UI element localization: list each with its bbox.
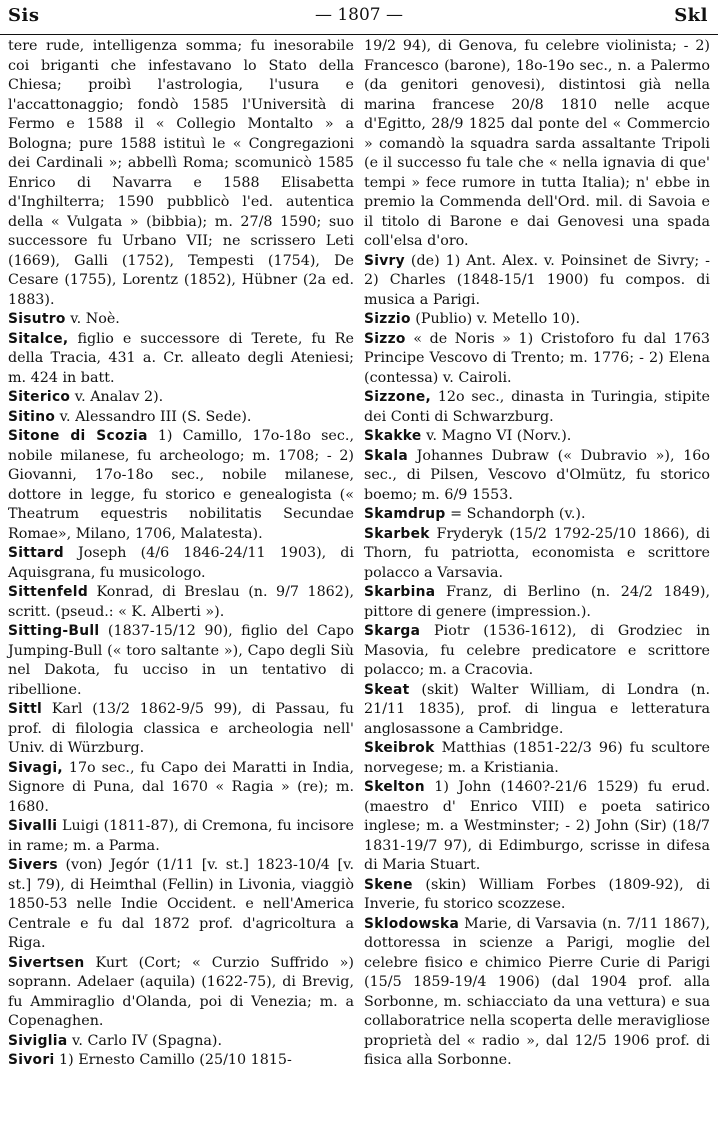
dictionary-entry: [364, 310, 710, 330]
dictionary-entry: [364, 252, 710, 311]
entry-headword: Sivers: [8, 857, 58, 873]
entry-headword: Sivertsen: [8, 954, 85, 971]
entry-text: v. Analav 2).: [74, 389, 164, 405]
dictionary-entry: [8, 700, 354, 759]
entry-headword: Siterico: [8, 389, 71, 405]
dictionary-entry: [8, 856, 354, 954]
entry-headword: Sitting-Bull: [8, 623, 100, 639]
left-guideword: Sis: [8, 5, 40, 26]
dictionary-entry: [8, 310, 354, 330]
dictionary-entry: [364, 330, 710, 389]
page-header: [0, 0, 718, 35]
entry-headword: Sklodowska: [364, 915, 460, 932]
entry-text: Luigi (1811-87), di Cremona, fu incisore in rame; m. a Parma.: [8, 818, 355, 854]
dictionary-entry: [364, 915, 710, 1071]
entry-text: 17o sec., fu Capo dei Maratti in India, Signore di Puna, dal 1670 « Ragia » (re); m. 1680.: [8, 759, 354, 815]
dictionary-entry: [364, 778, 710, 876]
entry-headword: Skakke: [364, 428, 422, 444]
dictionary-entry: [8, 427, 354, 544]
entry-headword: Sivry: [364, 252, 405, 269]
dictionary-entry: [8, 759, 354, 818]
dictionary-entry: [364, 447, 710, 506]
entry-headword: Sivalli: [8, 818, 58, 834]
right-column: [364, 37, 710, 1071]
entry-text: 19/2 94), di Genova, fu celebre violinista; - 2) Francesco (barone), 18o-19o sec., n. a Palermo (da genitori genovesi), distintosi già nella marina francese 20/8 1810 nelle acque d'Egitto, 28/9 1825 dal ponte del « Commercio » comandò la squadra sarda assaltante Tripoli (e il successo fu tale che « nella ignavia di que' tempi » fece rumore in tutta Italia); n' ebbe in premio la Commenda dell'Ord. mil. di Savoia e il titolo di Barone e dai Genovesi una spada coll'elsa d'oro.: [364, 38, 710, 249]
entry-headword: Sitalce,: [8, 330, 69, 347]
dictionary-entry: [364, 505, 710, 525]
entry-headword: Sivori: [8, 1052, 55, 1068]
dictionary-entry: [364, 583, 710, 622]
entry-text: 1) John (1460?-21/6 1529) fu erud. (maestro d' Enrico VIII) e poeta satirico inglese; m. a Westminster; - 2) John (Sir) (18/7 1831-19/7 97), di Edimburgo, scrisse in difesa di Maria Stuart.: [364, 779, 710, 873]
entry-text: Franz, di Berlino (n. 24/2 1849), pittore di genere (impression.).: [364, 584, 710, 620]
right-guideword: Skl: [674, 5, 708, 26]
entry-headword: Skeat: [364, 681, 410, 698]
dictionary-entry: [8, 1051, 354, 1071]
entry-text: Fryderyk (15/2 1792-25/10 1866), di Thorn, fu patriotta, economista e scrittore polacco a Varsavia.: [364, 525, 710, 581]
entry-headword: Skene: [364, 876, 413, 893]
entry-headword: Sitino: [8, 408, 56, 425]
entry-text: Kurt (Cort; « Curzio Suffrido ») soprann. Adelaer (aquila) (1622-75), di Brevig, fu Ammiraglio d'Olanda, poi di Venezia; m. a Copenaghen.: [8, 954, 354, 1029]
entry-text: Piotr (1536-1612), di Grodziec in Masovia, fu celebre predicatore e scrittore polacco; m. a Cracovia.: [364, 623, 711, 678]
entry-headword: Sizzo: [364, 330, 406, 347]
entry-text: 1) Ernesto Camillo (25/10 1815-: [59, 1052, 292, 1068]
entry-headword: Sisutro: [8, 311, 66, 327]
entry-text: (von) Jegór (1/11 [v. st.] 1823-10/4 [v. st.] 79), di Heimthal (Fellin) in Livonia, viaggiò 1850-53 nelle Indie Occident. e nell'America Centrale e fu dal 1872 prof. d'agricoltura a Riga.: [8, 857, 354, 951]
dictionary-entry: [8, 330, 354, 389]
left-column: [8, 37, 354, 1071]
entry-headword: Sizzone,: [364, 389, 432, 405]
dictionary-entry: [8, 622, 354, 700]
continued-entry: [8, 37, 354, 310]
entry-text: Johannes Dubraw (« Dubravio »), 16o sec., di Pilsen, Vescovo d'Olmütz, fu storico boemo; m. 6/9 1553.: [364, 447, 711, 503]
entry-text: 12o sec., dinasta in Turingia, stipite dei Conti di Schwarzburg.: [364, 389, 711, 425]
entry-headword: Sittenfeld: [8, 584, 89, 600]
entry-text: v. Alessandro III (S. Sede).: [59, 408, 252, 425]
dictionary-entry: [364, 622, 710, 681]
entry-text: v. Magno VI (Norv.).: [426, 428, 572, 444]
entry-headword: Siviglia: [8, 1032, 68, 1049]
dictionary-entry: [364, 525, 710, 584]
entry-headword: Sivagi,: [8, 759, 63, 776]
entry-text: Karl (13/2 1862-9/5 99), di Passau, fu prof. di filologia classica e archeologia nell' Univ. di Würzburg.: [8, 701, 355, 756]
entry-text: (1837-15/12 90), figlio del Capo Jumping-Bull (« toro saltante »), Capo degli Siù nel Dakota, fu ucciso in un tentativo di ribellione.: [8, 623, 354, 698]
entry-text: 1) Camillo, 17o-18o sec., nobile milanese, fu archeologo; m. 1708; - 2) Giovanni, 17o-18o sec., nobile milanese, dottore in legge, fu storico e genealogista (« Theatrum equestris nobilitatis Secundae Romae», Milano, 1706, Malatesta).: [8, 428, 354, 542]
entry-text: (skit) Walter William, di Londra (n. 21/11 1835), prof. di lingua e letteratura anglosassone a Cambridge.: [364, 681, 710, 737]
entry-text: (Publio) v. Metello 10).: [415, 311, 581, 327]
entry-text: v. Carlo IV (Spagna).: [71, 1032, 223, 1049]
entry-text: v. Noè.: [70, 311, 120, 327]
entry-text: figlio e successore di Terete, fu Re della Tracia, 431 a. Cr. alleato degli Ateniesi; m. 424 in batt.: [8, 330, 354, 386]
continued-entry: [364, 37, 710, 252]
entry-text: (skin) William Forbes (1809-92), di Inverie, fu storico scozzese.: [364, 876, 710, 912]
entry-headword: Skarga: [364, 623, 421, 639]
dictionary-entry: [364, 739, 710, 778]
entry-headword: Skeibrok: [364, 740, 435, 756]
dictionary-entry: [8, 1032, 354, 1052]
entry-text: Joseph (4/6 1846-24/11 1903), di Aquisgrana, fu musicologo.: [8, 545, 354, 581]
entry-headword: Skelton: [364, 779, 425, 795]
dictionary-entry: [8, 388, 354, 408]
dictionary-entry: [8, 583, 354, 622]
entry-headword: Sittl: [8, 701, 43, 717]
entry-headword: Sitone di Scozia: [8, 428, 148, 444]
dictionary-entry: [364, 388, 710, 427]
entry-headword: Skarbina: [364, 584, 436, 600]
entry-headword: Skamdrup: [364, 506, 446, 522]
entry-headword: Sittard: [8, 545, 64, 561]
entry-text: Marie, di Varsavia (n. 7/11 1867), dottoressa in scienze a Parigi, moglie del celebre fisico e chimico Pierre Curie di Parigi (15/5 1859-19/4 1906) (dal 1904 prof. alla Sorbonne, m. schiacciato da una vettura) e sua collaboratrice nella scoperta delle meravigliose proprietà del « radio », dal 12/5 1906 prof. di fisica alla Sorbonne.: [364, 915, 711, 1068]
page-number: — 1807 —: [314, 5, 404, 25]
dictionary-entry: [364, 876, 710, 915]
entry-headword: Skarbek: [364, 525, 430, 542]
dictionary-entry: [8, 408, 354, 428]
dictionary-entry: [8, 954, 354, 1032]
entry-text: tere rude, intelligenza somma; fu inesorabile coi briganti che infestavano lo Stato della Chiesa; proibì l'astrologia, l'usura e l'accattonaggio; fondò 1585 l'Università di Fermo e 1588 il « Collegio Montalto » a Bologna; pure 1588 istituì le « Congregazioni dei Cardinali »; abbellì Roma; scomunicò 1585 Enrico di Navarra e 1588 Elisabetta d'Inghilterra; 1590 pubblicò l'ed. autentica della « Vulgata » (bibbia); m. 27/8 1590; suo successore fu Urbano VII; ne scrissero Leti (1669), Galli (1752), Tempesti (1754), De Cesare (1755), Lorentz (1852), Hübner (2a ed. 1883).: [8, 38, 354, 308]
entry-text: = Schandorph (v.).: [450, 506, 586, 522]
dictionary-entry: [364, 681, 710, 740]
entry-text: « de Noris » 1) Cristoforo fu dal 1763 Principe Vescovo di Trento; m. 1776; - 2) Elena (contessa) v. Cairoli.: [364, 330, 710, 386]
dictionary-entry: [8, 817, 354, 856]
entry-text: Matthias (1851-22/3 96) fu scultore norvegese; m. a Kristiania.: [364, 740, 710, 776]
entry-headword: Sizzio: [364, 311, 411, 327]
entry-headword: Skala: [364, 447, 408, 464]
dictionary-entry: [8, 544, 354, 583]
entry-text: Konrad, di Breslau (n. 9/7 1862), scritt. (pseud.: « K. Alberti »).: [8, 584, 354, 620]
entry-text: (de) 1) Ant. Alex. v. Poinsinet de Sivry; - 2) Charles (1848-15/1 1900) fu compos. di musica a Parigi.: [364, 252, 710, 308]
dictionary-entry: [364, 427, 710, 447]
